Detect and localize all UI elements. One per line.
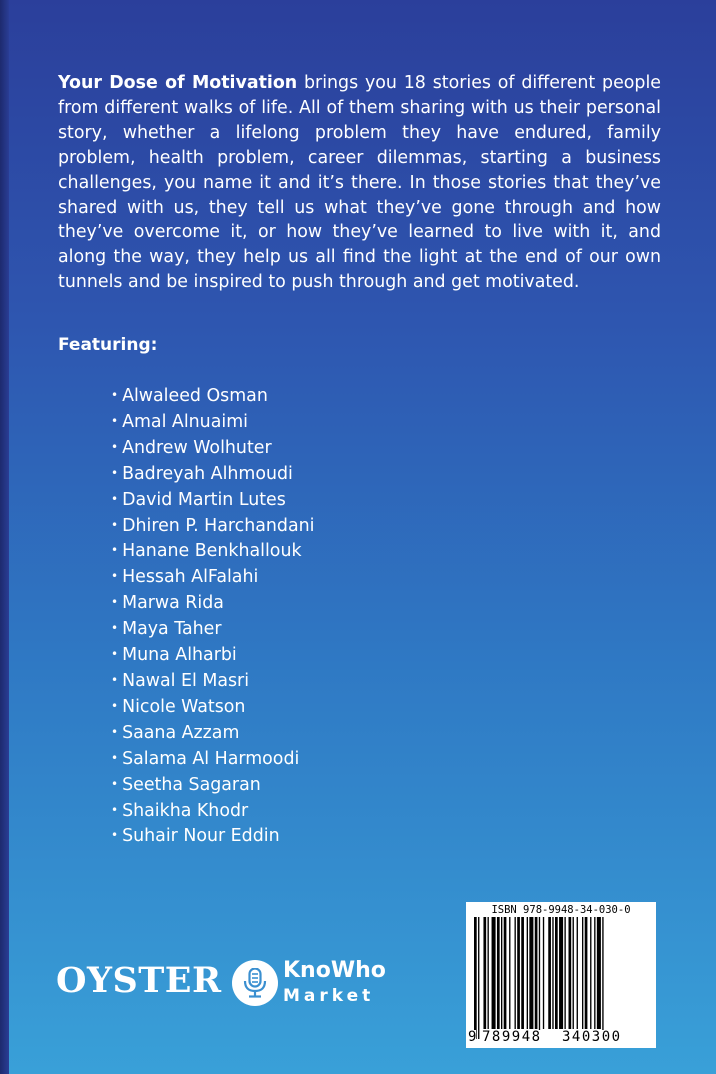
barcode-bar: [478, 917, 479, 1039]
isbn-barcode: [466, 902, 656, 1048]
blurb-title: Your Dose of Motivation: [58, 73, 298, 93]
barcode-bar: [552, 917, 553, 1029]
barcode-bar: [577, 917, 578, 1029]
barcode-bar: [564, 917, 565, 1029]
contributor-name: • Salama Al Harmoodi: [111, 746, 315, 772]
barcode-bar: [590, 917, 591, 1029]
barcode-bar: [582, 917, 583, 1029]
barcode-bar: [497, 917, 500, 1029]
isbn-right-group: 340300: [562, 1029, 622, 1045]
barcode-bar: [529, 917, 533, 1029]
barcode-bar: [483, 917, 486, 1029]
barcode-bar: [527, 917, 528, 1029]
contributor-name: • Amal Alnuaimi: [111, 409, 315, 435]
contributor-name: • Marwa Rida: [111, 590, 315, 616]
isbn-first-digit: 9: [468, 1029, 477, 1045]
blurb-paragraph: [58, 71, 661, 295]
contributor-name: • Badreyah Alhmoudi: [111, 461, 315, 487]
contributor-name: • Saana Azzam: [111, 720, 315, 746]
isbn-left-group: 789948: [482, 1029, 542, 1045]
barcode-bar: [501, 917, 502, 1029]
contributor-name: • Maya Taher: [111, 616, 315, 642]
knowho-market-logo: [232, 958, 392, 1010]
barcode-bar: [492, 917, 496, 1029]
knowho-title: KnoWho: [283, 958, 386, 983]
contributor-name: • Hanane Benkhallouk: [111, 538, 315, 564]
barcode-bar: [509, 917, 510, 1029]
barcode-bar: [504, 917, 507, 1029]
microphone-icon: [243, 968, 267, 998]
contributor-name: • Nicole Watson: [111, 694, 315, 720]
barcode-bar: [569, 917, 572, 1029]
isbn-label: ISBN 978-9948-34-030-0: [491, 904, 631, 916]
barcode-bar: [602, 917, 603, 1039]
oyster-logo: OYSTER: [56, 960, 222, 1001]
featuring-heading: Featuring:: [58, 335, 158, 355]
barcode-bar: [559, 917, 563, 1029]
barcode-bar: [535, 917, 538, 1029]
contributor-name: • Suhair Nour Eddin: [111, 823, 315, 849]
barcode-bar: [517, 917, 520, 1029]
contributor-list: [111, 383, 315, 849]
contributor-name: • Andrew Wolhuter: [111, 435, 315, 461]
barcode-bar: [539, 917, 540, 1039]
contributor-name: • David Martin Lutes: [111, 487, 315, 513]
barcode-bar: [585, 917, 588, 1029]
contributor-name: • Shaikha Khodr: [111, 798, 315, 824]
barcode-bar: [543, 917, 544, 1029]
barcode-bar: [515, 917, 516, 1029]
contributor-name: • Muna Alharbi: [111, 642, 315, 668]
barcode-bar: [555, 917, 558, 1029]
blurb-text: brings you 18 stories of different people from different walks of life. All of them sharing with us their personal story, whether a lifelong problem they have endured, family problem, health problem, career dilemmas, starting a business challenges, you name it and it’s there. In those stories that they’ve shared with us, they tell us what they’ve gone through and how they’ve overcome it, or how they’ve learned to live with it, and along the way, they help us all find the light at the end of our own tunnels and be inspired to push through and get motivated.: [58, 73, 661, 293]
barcode-bar: [488, 917, 489, 1029]
barcode-bar: [521, 917, 524, 1029]
barcode-bars: [466, 917, 656, 1039]
barcode-bar: [573, 917, 574, 1029]
barcode-bar: [474, 917, 477, 1039]
spine-edge: [0, 0, 9, 1074]
contributor-name: • Seetha Sagaran: [111, 772, 315, 798]
contributor-name: • Dhiren P. Harchandani: [111, 513, 315, 539]
knowho-subtitle: Market: [283, 986, 375, 1006]
barcode-bar: [548, 917, 551, 1029]
contributor-name: • Nawal El Masri: [111, 668, 315, 694]
contributor-name: • Alwaleed Osman: [111, 383, 315, 409]
barcode-bar: [597, 917, 601, 1029]
contributor-name: • Hessah AlFalahi: [111, 564, 315, 590]
knowho-logo-circle: [232, 960, 278, 1006]
barcode-bar: [594, 917, 595, 1029]
